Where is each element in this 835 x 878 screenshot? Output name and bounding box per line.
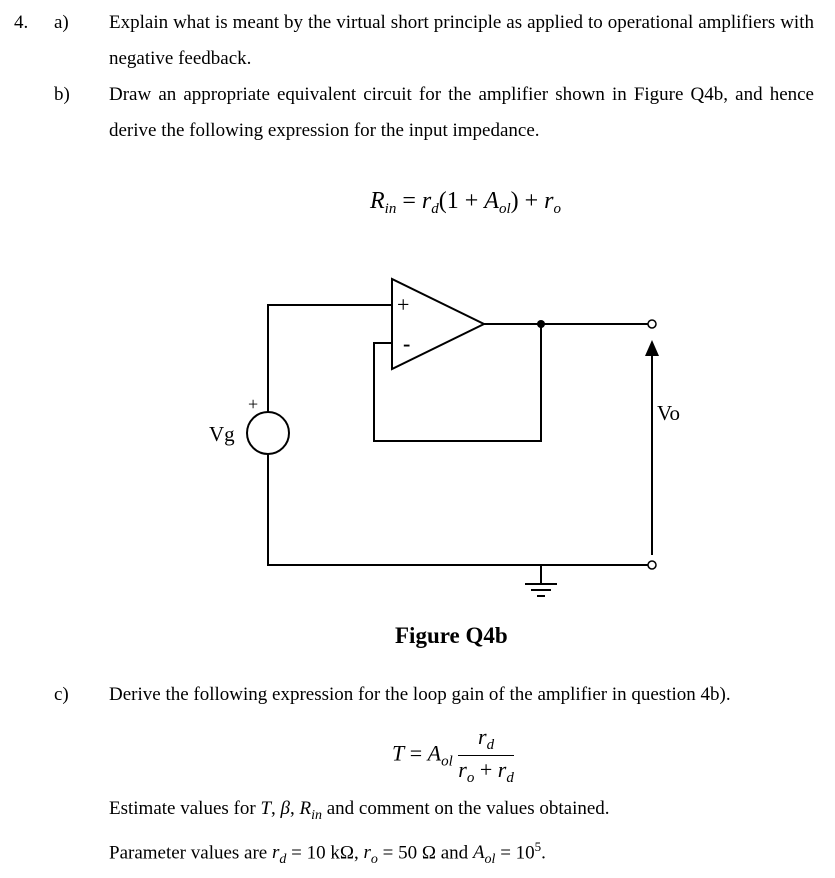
loop-gain-equation: $T = A_{ol}$ $\frac{r_d}{r_o + r_d}$ <box>392 724 514 786</box>
part-b-label: b) <box>54 84 70 105</box>
part-b-text: Draw an appropriate equivalent circuit for the amplifier shown in Figure Q4b, and hence derive the following expression for the input impedance. <box>109 84 814 141</box>
source-label: Vg <box>209 422 235 446</box>
vo-arrowhead-icon <box>645 340 659 356</box>
loop-gain-fraction: $\frac{r_d}{r_o + r_d}$ <box>458 724 514 786</box>
question-number: 4. <box>14 12 29 33</box>
output-terminal-bottom <box>648 561 656 569</box>
wire-feedback <box>374 324 541 441</box>
figure-caption: Figure Q4b <box>395 623 508 648</box>
estimate-text: Estimate values for T, β, $R_{in}$ and comment on the values obtained. <box>109 798 610 823</box>
rin-equation: $R_{in} = r_d(1 + A_{ol}) + r_o$ <box>370 188 562 217</box>
opamp-minus-label: - <box>403 331 411 356</box>
output-terminal-top <box>648 320 656 328</box>
part-c-label: c) <box>54 684 69 705</box>
part-a-text: Explain what is meant by the virtual short principle as applied to operational amplifiers with negative feedback. <box>109 12 814 69</box>
voltage-source <box>247 412 289 454</box>
part-c-text: Derive the following expression for the loop gain of the amplifier in question 4b). <box>109 684 731 705</box>
opamp-plus-label: + <box>397 292 410 317</box>
junction-dot <box>537 320 545 328</box>
output-label: Vo <box>657 401 680 425</box>
wire-ground <box>268 454 648 565</box>
ground-icon <box>525 584 557 596</box>
source-plus-label: + <box>248 394 259 414</box>
parameter-text: Parameter values are $r_d = 10$ kΩ, $r_o = 50$ Ω and $A_{ol} = 10^5$. <box>109 839 546 868</box>
part-a-label: a) <box>54 12 69 33</box>
